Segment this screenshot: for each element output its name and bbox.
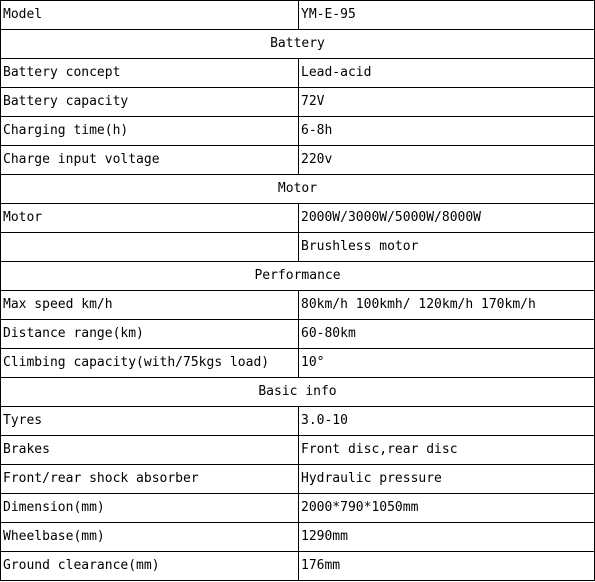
- row-wheelbase: [1, 523, 595, 552]
- row-ground-clearance: [1, 552, 595, 581]
- label-battery-capacity: Battery capacity: [1, 88, 299, 117]
- section-header-performance: Performance: [1, 262, 595, 291]
- label-wheelbase: Wheelbase(mm): [1, 523, 299, 552]
- row-model: [1, 1, 595, 30]
- row-motor-type: [1, 233, 595, 262]
- label-battery-concept: Battery concept: [1, 59, 299, 88]
- value-charging-time: 6-8h: [299, 117, 595, 146]
- value-motor-type: Brushless motor: [299, 233, 595, 262]
- label-motor-type: [1, 233, 299, 262]
- row-climbing-capacity: [1, 349, 595, 378]
- section-performance: [1, 262, 595, 291]
- label-shock-absorber: Front/rear shock absorber: [1, 465, 299, 494]
- label-dimension: Dimension(mm): [1, 494, 299, 523]
- value-brakes: Front disc,rear disc: [299, 436, 595, 465]
- label-model: Model: [1, 1, 299, 30]
- section-battery: [1, 30, 595, 59]
- value-wheelbase: 1290mm: [299, 523, 595, 552]
- value-climbing-capacity: 10°: [299, 349, 595, 378]
- label-max-speed: Max speed km/h: [1, 291, 299, 320]
- value-battery-capacity: 72V: [299, 88, 595, 117]
- label-charge-input-voltage: Charge input voltage: [1, 146, 299, 175]
- value-ground-clearance: 176mm: [299, 552, 595, 581]
- label-brakes: Brakes: [1, 436, 299, 465]
- row-battery-concept: [1, 59, 595, 88]
- row-tyres: [1, 407, 595, 436]
- value-motor: 2000W/3000W/5000W/8000W: [299, 204, 595, 233]
- row-charging-time: [1, 117, 595, 146]
- row-brakes: [1, 436, 595, 465]
- value-shock-absorber: Hydraulic pressure: [299, 465, 595, 494]
- value-battery-concept: Lead-acid: [299, 59, 595, 88]
- label-distance-range: Distance range(km): [1, 320, 299, 349]
- value-max-speed: 80km/h 100kmh/ 120km/h 170km/h: [299, 291, 595, 320]
- value-charge-input-voltage: 220v: [299, 146, 595, 175]
- value-dimension: 2000*790*1050mm: [299, 494, 595, 523]
- label-climbing-capacity: Climbing capacity(with/75kgs load): [1, 349, 299, 378]
- value-model: YM-E-95: [299, 1, 595, 30]
- value-distance-range: 60-80km: [299, 320, 595, 349]
- label-motor: Motor: [1, 204, 299, 233]
- label-tyres: Tyres: [1, 407, 299, 436]
- section-basic-info: [1, 378, 595, 407]
- row-distance-range: [1, 320, 595, 349]
- row-battery-capacity: [1, 88, 595, 117]
- label-charging-time: Charging time(h): [1, 117, 299, 146]
- section-header-motor: Motor: [1, 175, 595, 204]
- section-motor: [1, 175, 595, 204]
- section-header-battery: Battery: [1, 30, 595, 59]
- value-tyres: 3.0-10: [299, 407, 595, 436]
- row-shock-absorber: [1, 465, 595, 494]
- row-charge-input-voltage: [1, 146, 595, 175]
- row-motor: [1, 204, 595, 233]
- label-ground-clearance: Ground clearance(mm): [1, 552, 299, 581]
- spec-table-body: [1, 1, 595, 581]
- section-header-basic-info: Basic info: [1, 378, 595, 407]
- row-dimension: [1, 494, 595, 523]
- row-max-speed: [1, 291, 595, 320]
